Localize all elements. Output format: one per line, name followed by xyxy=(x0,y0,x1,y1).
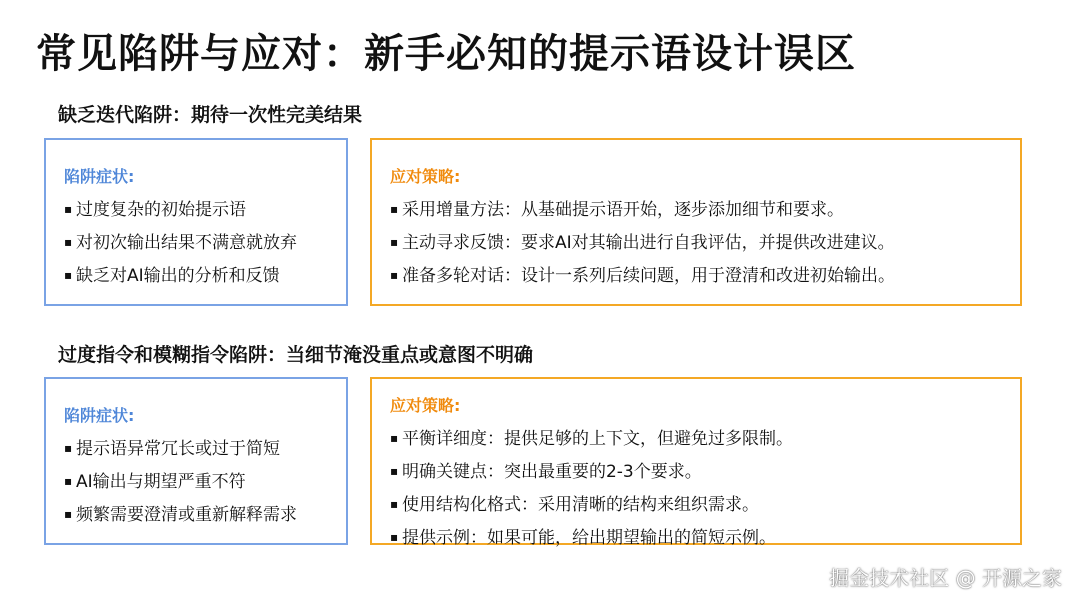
section-heading-iteration: 缺乏迭代陷阱：期待一次性完美结果 xyxy=(58,104,363,126)
list-item: ▪ 准备多轮对话：设计一系列后续问题，用于澄清和改进初始输出。 xyxy=(390,259,1020,292)
list-item: ▪ 提供示例：如果可能，给出期望输出的简短示例。 xyxy=(390,521,1020,554)
list-item: ▪ 对初次输出结果不满意就放弃 xyxy=(64,226,346,259)
list-item: ▪ 明确关键点：突出最重要的2-3个要求。 xyxy=(390,455,1020,488)
symptoms-box-iteration xyxy=(44,138,348,306)
symptoms-list xyxy=(64,193,346,292)
list-item: ▪ 采用增量方法：从基础提示语开始，逐步添加细节和要求。 xyxy=(390,193,1020,226)
strategies-label: 应对策略: xyxy=(390,396,461,415)
list-item: ▪ 使用结构化格式：采用清晰的结构来组织需求。 xyxy=(390,488,1020,521)
list-item: ▪ 过度复杂的初始提示语 xyxy=(64,193,346,226)
page-title: 常见陷阱与应对：新手必知的提示语设计误区 xyxy=(36,31,856,77)
symptoms-list xyxy=(64,432,346,531)
list-item: ▪ 频繁需要澄清或重新解释需求 xyxy=(64,498,346,531)
section-heading-instructions: 过度指令和模糊指令陷阱：当细节淹没重点或意图不明确 xyxy=(58,344,534,366)
list-item: ▪ 提示语异常冗长或过于简短 xyxy=(64,432,346,465)
strategies-list xyxy=(390,193,1020,292)
symptoms-label: 陷阱症状: xyxy=(64,406,135,425)
symptoms-box-instructions xyxy=(44,377,348,545)
strategies-list xyxy=(390,422,1020,554)
symptoms-label: 陷阱症状: xyxy=(64,167,135,186)
list-item: ▪ 主动寻求反馈：要求AI对其输出进行自我评估，并提供改进建议。 xyxy=(390,226,1020,259)
list-item: ▪ 平衡详细度：提供足够的上下文，但避免过多限制。 xyxy=(390,422,1020,455)
strategies-box-iteration xyxy=(370,138,1022,306)
list-item: ▪ 缺乏对AI输出的分析和反馈 xyxy=(64,259,346,292)
strategies-label: 应对策略: xyxy=(390,167,461,186)
strategies-box-instructions xyxy=(370,377,1022,548)
list-item: ▪ AI输出与期望严重不符 xyxy=(64,465,346,498)
watermark: 掘金技术社区 @ 开源之家 xyxy=(829,566,1062,590)
